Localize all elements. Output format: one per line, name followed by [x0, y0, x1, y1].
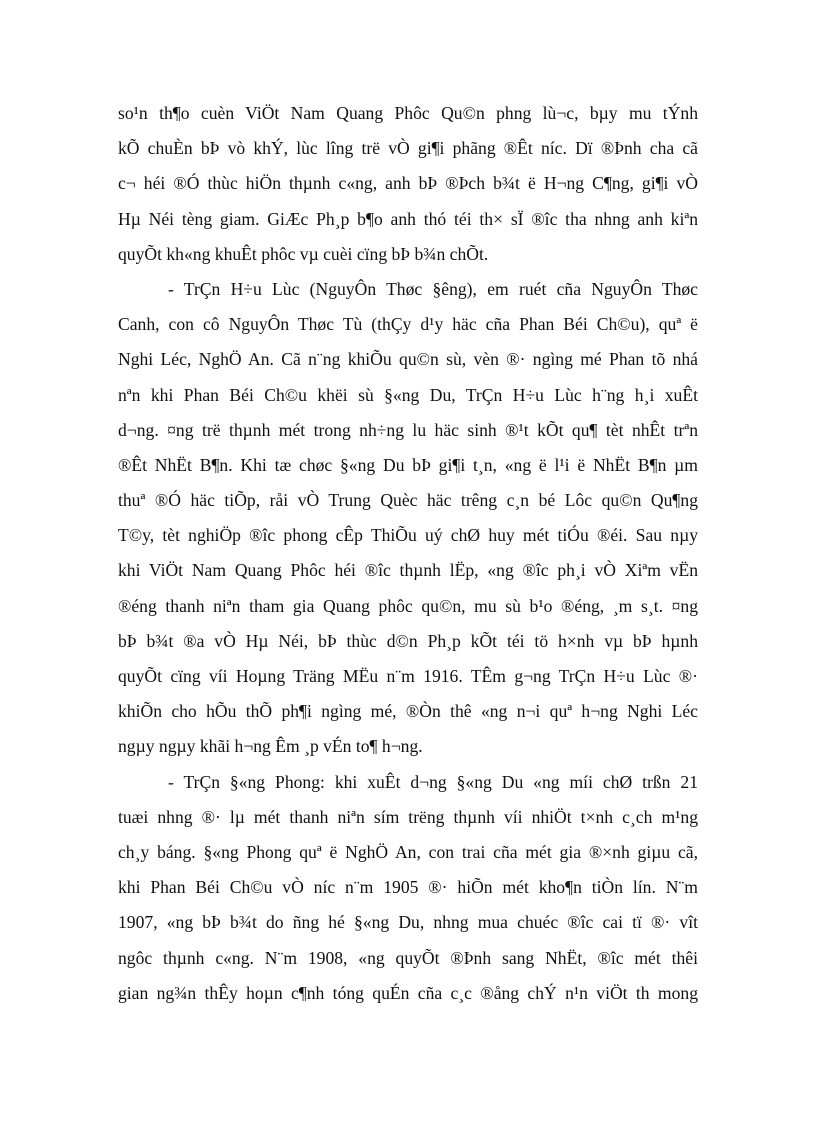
text-line: Nghi Léc, NghÖ An. Cã n¨ng khiÕu qu©n sù, vèn ®· ngìng mé Phan tõ nhá [118, 349, 698, 370]
text-line: thuª ®Ó häc tiÕp, råi vÒ Trung Quèc häc trêng c¸n bé Lôc qu©n Qu¶ng [118, 490, 698, 511]
text-line: khi ViÖt Nam Quang Phôc héi ®îc thµnh lËp, «ng ®îc ph¸i vÒ Xiªm vËn [118, 560, 698, 581]
document-body [118, 96, 698, 1011]
text-line: T©y, tèt nghiÖp ®îc phong cÊp ThiÕu uý chØ huy mét tiÓu ®éi. Sau nµy [118, 525, 698, 546]
text-line: khi Phan Béi Ch©u vÒ níc n¨m 1905 ®· hiÕn mét kho¶n tiÒn lín. N¨m [118, 877, 698, 898]
text-line: so¹n th¶o cuèn ViÖt Nam Quang Phôc Qu©n phng lù¬c, bµy mu tÝnh [118, 103, 698, 123]
text-line: nªn khi Phan Béi Ch©u khëi sù §«ng Du, TrÇn H÷u Lùc h¨ng h¸i xuÊt [118, 384, 698, 405]
text-line: gian ng¾n thÊy hoµn c¶nh tóng quÉn cña c¸c ®ång chÝ n¹n viÖt th mong [118, 982, 698, 1003]
text-line: 1907, «ng bÞ b¾t do ñng hé §«ng Du, nhng mua chuéc ®îc cai tï ®· vît [118, 912, 698, 933]
text-line: bÞ b¾t ®a vÒ Hµ Néi, bÞ thùc d©n Ph¸p kÕt téi tö h×nh vµ bÞ hµnh [118, 630, 698, 651]
text-line: quyÕt kh«ng khuÊt phôc vµ cuèi cïng bÞ b¾n chÕt. [118, 243, 489, 264]
text-line: tuæi nhng ®· lµ mét thanh niªn sím trëng thµnh víi nhiÖt t×nh c¸ch m¹ng [118, 806, 698, 827]
text-line: d¬ng. ¤ng trë thµnh mét trong nh÷ng lu häc sinh ®¹t kÕt qu¶ tèt nhÊt trªn [118, 419, 698, 440]
text-line: ®Êt NhËt B¶n. Khi tæ chøc §«ng Du bÞ gi¶i t¸n, «ng ë l¹i ë NhËt B¶n µm [118, 454, 698, 475]
text-line: - TrÇn H÷u Lùc (NguyÔn Thøc §êng), em ruét cña NguyÔn Thøc [168, 278, 698, 299]
text-line: ngµy ngµy khãi h¬ng Êm ¸p vÉn to¶ h¬ng. [118, 736, 423, 757]
text-line: khiÕn cho hÕu thÕ ph¶i ngìng mé, ®Òn thê «ng n¬i quª h¬ng Nghi Léc [118, 701, 698, 722]
text-line: ®éng thanh niªn tham gia Quang phôc qu©n, mu sù b¹o ®éng, ¸m s¸t. ¤ng [118, 595, 698, 616]
text-line: - TrÇn §«ng Phong: khi xuÊt d¬ng §«ng Du «ng míi chØ trßn 21 [168, 771, 698, 792]
text-line: ch¸y báng. §«ng Phong quª ë NghÖ An, con trai cña mét gia ®×nh giµu cã, [118, 841, 698, 862]
text-line: c¬ héi ®Ó thùc hiÖn thµnh c«ng, anh bÞ ®Þch b¾t ë H¬ng C¶ng, gi¶i vÒ [118, 173, 698, 194]
text-line: quyÕt cïng víi Hoµng Träng MËu n¨m 1916. TÊm g¬ng TrÇn H÷u Lùc ®· [118, 666, 698, 686]
text-line: kÕ chuÈn bÞ vò khÝ, lùc lîng trë vÒ gi¶i phãng ®Êt níc. Dï ®Þnh cha cã [118, 138, 698, 159]
text-line: Canh, con cô NguyÔn Thøc Tù (thÇy d¹y häc cña Phan Béi Ch©u), quª ë [118, 314, 698, 335]
text-line: Hµ Néi tèng giam. GiÆc Ph¸p b¶o anh thó téi th× sÏ ®îc tha nhng anh kiªn [118, 208, 698, 229]
text-line: ngôc thµnh c«ng. N¨m 1908, «ng quyÕt ®Þnh sang NhËt, ®îc mét thêi [118, 947, 698, 968]
